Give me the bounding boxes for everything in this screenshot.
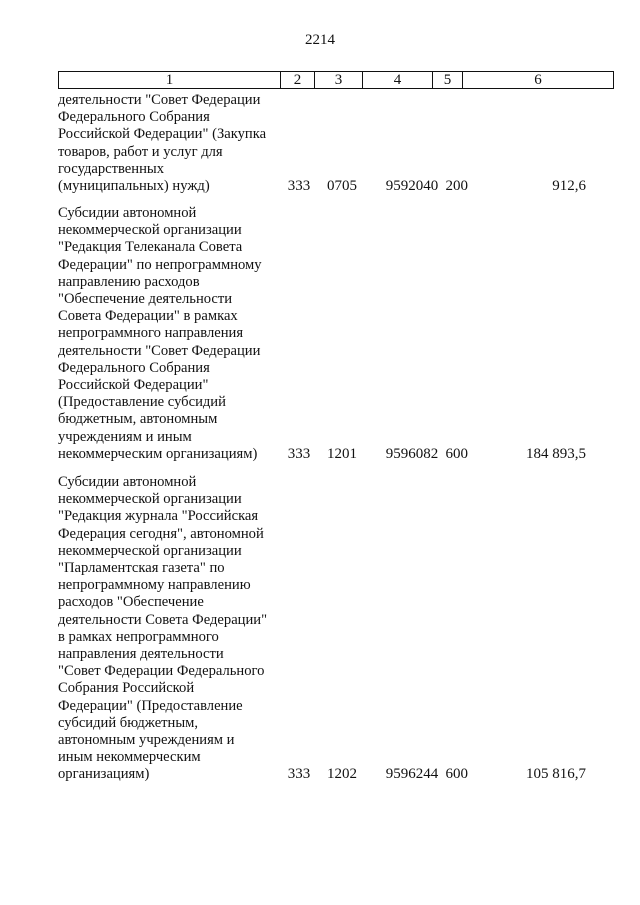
page-number: 2214 (305, 32, 335, 48)
row-col3: 1201 (327, 446, 357, 462)
column-header-table (58, 71, 614, 89)
row-col6: 912,6 (552, 178, 586, 194)
row-col3: 1202 (327, 766, 357, 782)
row-col2: 333 (287, 766, 311, 782)
row-col4: 9596244 (385, 766, 439, 782)
row-col5: 600 (445, 766, 468, 782)
table-row (58, 92, 613, 195)
row-col4: 9592040 (385, 178, 439, 194)
column-header-5: 5 (433, 72, 463, 89)
row-col6: 184 893,5 (526, 446, 586, 462)
row-col4: 9596082 (385, 446, 439, 462)
table-row (58, 474, 613, 783)
row-col5: 600 (445, 446, 468, 462)
row-col3: 0705 (327, 178, 357, 194)
row-col5: 200 (445, 178, 468, 194)
column-header-3: 3 (315, 72, 363, 89)
row-description: Субсидии автономной некоммерческой организации "Редакция журнала "Российская Федерация сегодня", автономной некоммерческой организации "Парламентская газета" по непрограммному направлению расходов "Обеспечение деятельности Совета Федерации" в рамках непрограммного направления деятельности "Совет Федерации Федерального Собрания Российской Федерации" (Предоставление субсидий бюджетным, автономным учреждениям и иным некоммерческим организациям) (58, 474, 268, 783)
row-col2: 333 (287, 178, 311, 194)
row-description: Субсидии автономной некоммерческой организации "Редакция Телеканала Совета Федерации" по непрограммному направлению расходов "Обеспечение деятельности Совета Федерации" в рамках непрограммного направления деятельности "Совет Федерации Федерального Собрания Российской Федерации" (Предоставление субсидий бюджетным, автономным учреждениям и иным некоммерческим организациям) (58, 205, 262, 462)
row-col2: 333 (287, 446, 311, 462)
column-header-2: 2 (281, 72, 315, 89)
row-col6: 105 816,7 (526, 766, 586, 782)
table-row (58, 205, 613, 463)
column-header-1: 1 (59, 72, 281, 89)
row-description: деятельности "Совет Федерации Федерального Собрания Российской Федерации" (Закупка товаров, работ и услуг для государственных (муниципальных) нужд) (58, 92, 267, 195)
column-header-row (59, 72, 614, 89)
column-header-6: 6 (463, 72, 614, 89)
column-header-4: 4 (363, 72, 433, 89)
